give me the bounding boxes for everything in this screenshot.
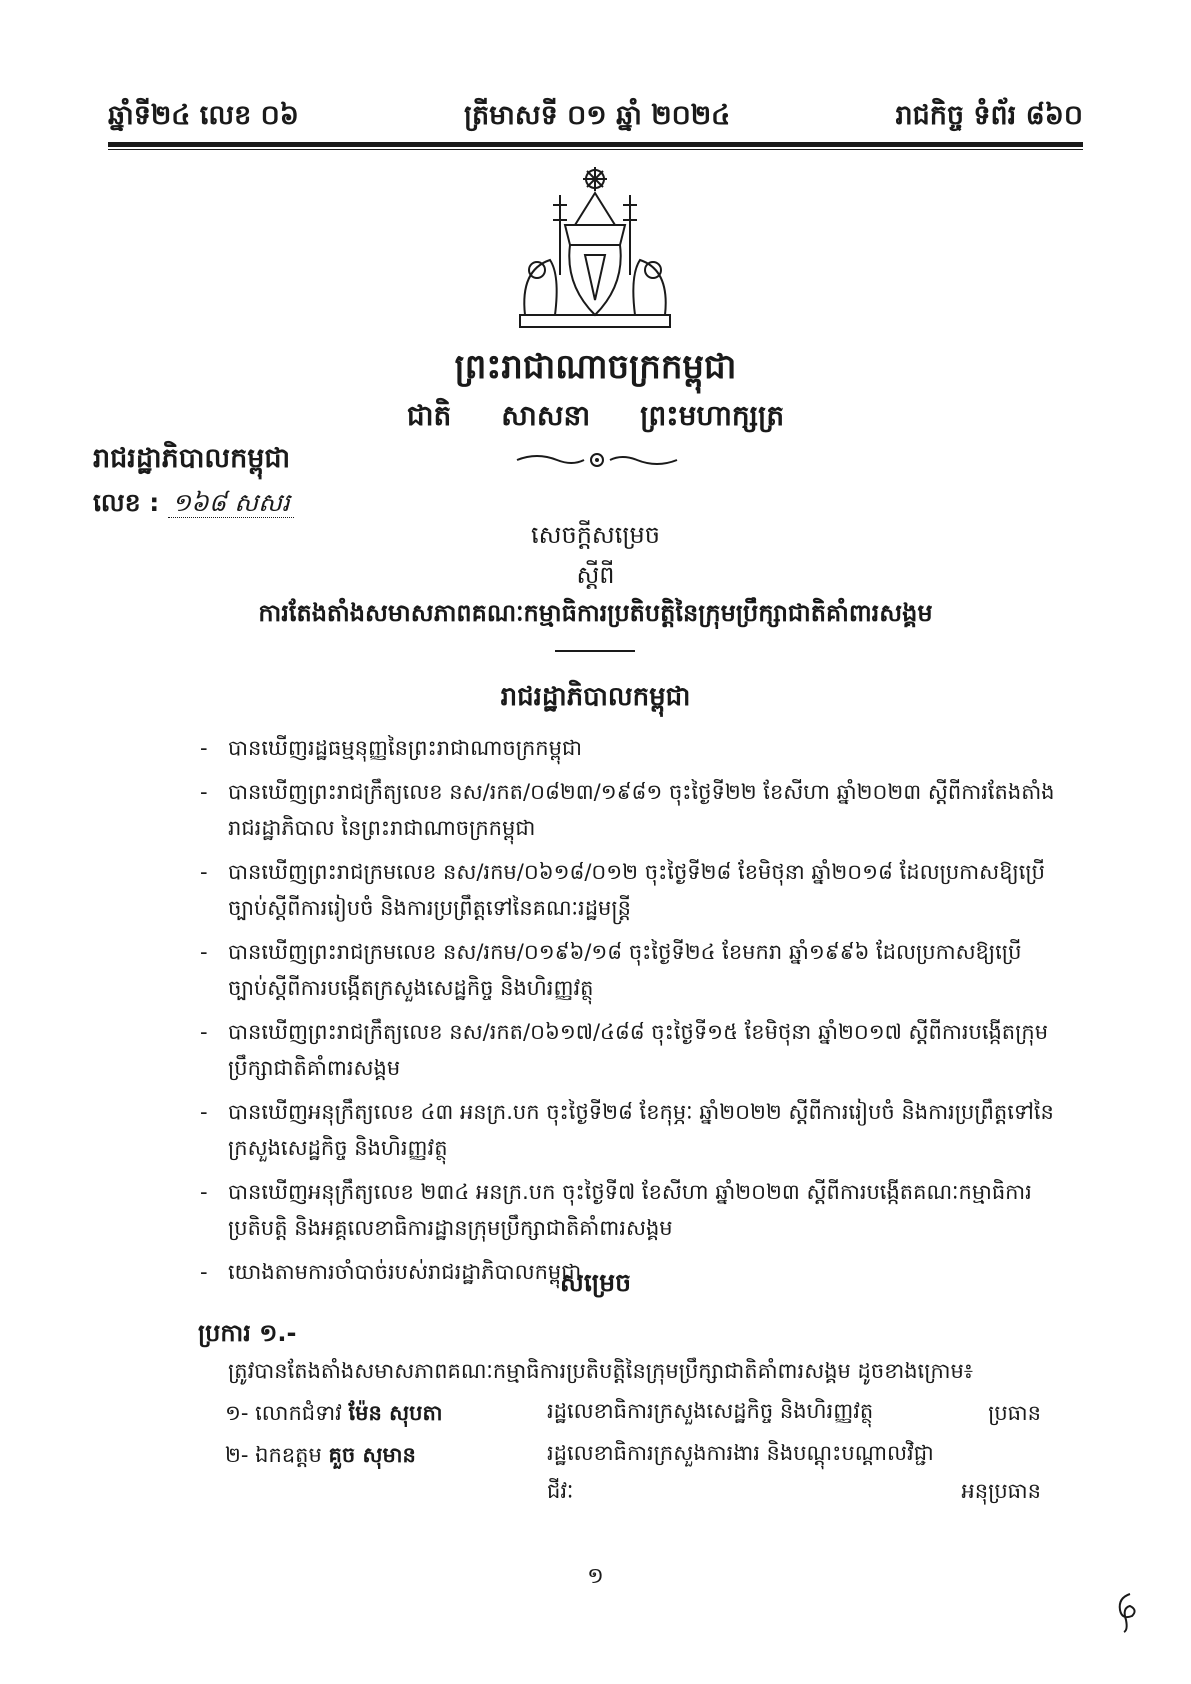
document-subject: ការតែងតាំងសមាសភាពគណៈកម្មាធិការប្រតិបត្តិនៃក្រុមប្រឹក្សាជាតិគាំពារសង្គម — [258, 599, 933, 627]
document-type: សេចក្តីសម្រេច — [530, 521, 661, 549]
consideration-item: - បានឃើញព្រះរាជក្រមលេខ នស/រកម/០៦១៨/០១២ ចុះថ្ងៃទី២៨ ខែមិថុនា ឆ្នាំ២០១៨ ដែលប្រកាសឱ្យប្រើច្បាប់ស្តីពីការរៀបចំ និងការប្រព្រឹត្តទៅនៃគណៈរដ្ឋមន្ត្រី — [200, 854, 1060, 926]
consideration-item: - យោងតាមការចាំបាច់របស់រាជរដ្ឋាភិបាលកម្ពុជា — [200, 1254, 1060, 1290]
member-1-role: ប្រធាន — [988, 1401, 1041, 1425]
page-number: ១ — [587, 1564, 604, 1589]
article-label: ប្រការ ១.- — [198, 1319, 297, 1347]
gazette-header — [108, 88, 1083, 138]
motto-religion: សាសនា — [501, 399, 591, 432]
member-2-fullname: គួច សុមាន — [328, 1443, 416, 1467]
consideration-item: - បានឃើញព្រះរាជក្រមលេខ នស/រកម/០១៩៦/១៨ ចុះថ្ងៃទី២៤ ខែមករា ឆ្នាំ១៩៩៦ ដែលប្រកាសឱ្យប្រើច្បាប់ស្តីពីការបង្កើតក្រសួងសេដ្ឋកិច្ច និងហិរញ្ញវត្ថុ — [200, 934, 1060, 1006]
member-1-position: រដ្ឋលេខាធិការក្រសួងសេដ្ឋកិច្ច និងហិរញ្ញវត្ថុ — [547, 1399, 874, 1423]
consideration-item: - បានឃើញព្រះរាជក្រឹត្យលេខ នស/រកត/០៨២៣/១៩៨១ ចុះថ្ងៃទី២២ ខែសីហា ឆ្នាំ២០២៣ ស្តីពីការតែងតាំងរាជរដ្ឋាភិបាល នៃព្រះរាជាណាចក្រកម្ពុជា — [200, 774, 1060, 846]
consideration-item: - បានឃើញរដ្ឋធម្មនុញ្ញនៃព្រះរាជាណាចក្រកម្ពុជា — [200, 730, 1060, 766]
member-1-fullname: ម៉ែន សុបតា — [348, 1401, 443, 1425]
document-about: ស្តីពី — [576, 561, 615, 589]
consideration-item: - បានឃើញព្រះរាជក្រឹត្យលេខ នស/រកត/០៦១៧/៤៨៨ ចុះថ្ងៃទី១៥ ខែមិថុនា ឆ្នាំ២០១៧ ស្តីពីការបង្កើតក្រុមប្រឹក្សាជាតិគាំពារសង្គម — [200, 1014, 1060, 1086]
member-2-name — [225, 1442, 545, 1473]
member-1-prefix: ១- លោកជំទាវ — [225, 1401, 342, 1425]
kingdom-title: ព្រះរាជាណាចក្រកម្ពុជា — [454, 347, 737, 387]
national-motto — [0, 398, 1191, 439]
signature-initial-icon — [1112, 1590, 1142, 1634]
gazette-page: រាជកិច្ច ទំព័រ ៨៦០ — [895, 100, 1083, 131]
header-rule-thin — [108, 149, 1083, 150]
gazette-quarter: ត្រីមាសទី ០១ ឆ្នាំ ២០២៤ — [464, 100, 731, 131]
decision-heading: សម្រេច — [560, 1268, 631, 1297]
article-text: ត្រូវបានតែងតាំងសមាសភាពគណៈកម្មាធិការប្រតិបត្តិនៃក្រុមប្រឹក្សាជាតិគាំពារសង្គម ដូចខាងក្រោម៖ — [228, 1359, 974, 1383]
consideration-item: - បានឃើញអនុក្រឹត្យលេខ ២៣៤ អនក្រ.បក ចុះថ្ងៃទី៧ ខែសីហា ឆ្នាំ២០២៣ ស្តីពីការបង្កើតគណៈកម្មាធិការប្រតិបត្តិ និងអគ្គលេខាធិការដ្ឋានក្រុមប្រឹក្សាជាតិគាំពារសង្គម — [200, 1174, 1060, 1246]
member-2-position: រដ្ឋលេខាធិការក្រសួងការងារ និងបណ្តុះបណ្តាលវិជ្ជាជីវៈ — [547, 1441, 934, 1503]
member-2-prefix: ២- ឯកឧត្តម — [225, 1443, 322, 1467]
document-number-label: លេខ : — [93, 488, 160, 517]
gazette-year-issue: ឆ្នាំទី២៤ លេខ ០៦ — [108, 100, 299, 131]
motto-nation: ជាតិ — [406, 399, 452, 432]
header-rule-thick — [108, 142, 1083, 147]
issuer-name: រាជរដ្ឋាភិបាលកម្ពុជា — [93, 443, 291, 474]
ornament-divider-icon — [512, 450, 682, 470]
royal-coat-of-arms-icon — [505, 165, 685, 335]
member-2-role: អនុប្រធាន — [961, 1479, 1041, 1503]
document-number — [93, 488, 294, 524]
motto-king: ព្រះមហាក្សត្រ — [640, 399, 785, 432]
consideration-item: - បានឃើញអនុក្រឹត្យលេខ ៤៣ អនក្រ.បក ចុះថ្ងៃទី២៨ ខែកុម្ភៈ ឆ្នាំ២០២២ ស្តីពីការរៀបចំ និងការប្រព្រឹត្តទៅនៃក្រសួងសេដ្ឋកិច្ច និងហិរញ្ញវត្ថុ — [200, 1094, 1060, 1166]
considerations-list — [200, 730, 1060, 1298]
document-number-value: ១៦៨ សសរ — [168, 488, 294, 518]
section-divider — [555, 650, 635, 652]
government-heading: រាជរដ្ឋាភិបាលកម្ពុជា — [500, 682, 691, 712]
member-1-name — [225, 1400, 545, 1431]
